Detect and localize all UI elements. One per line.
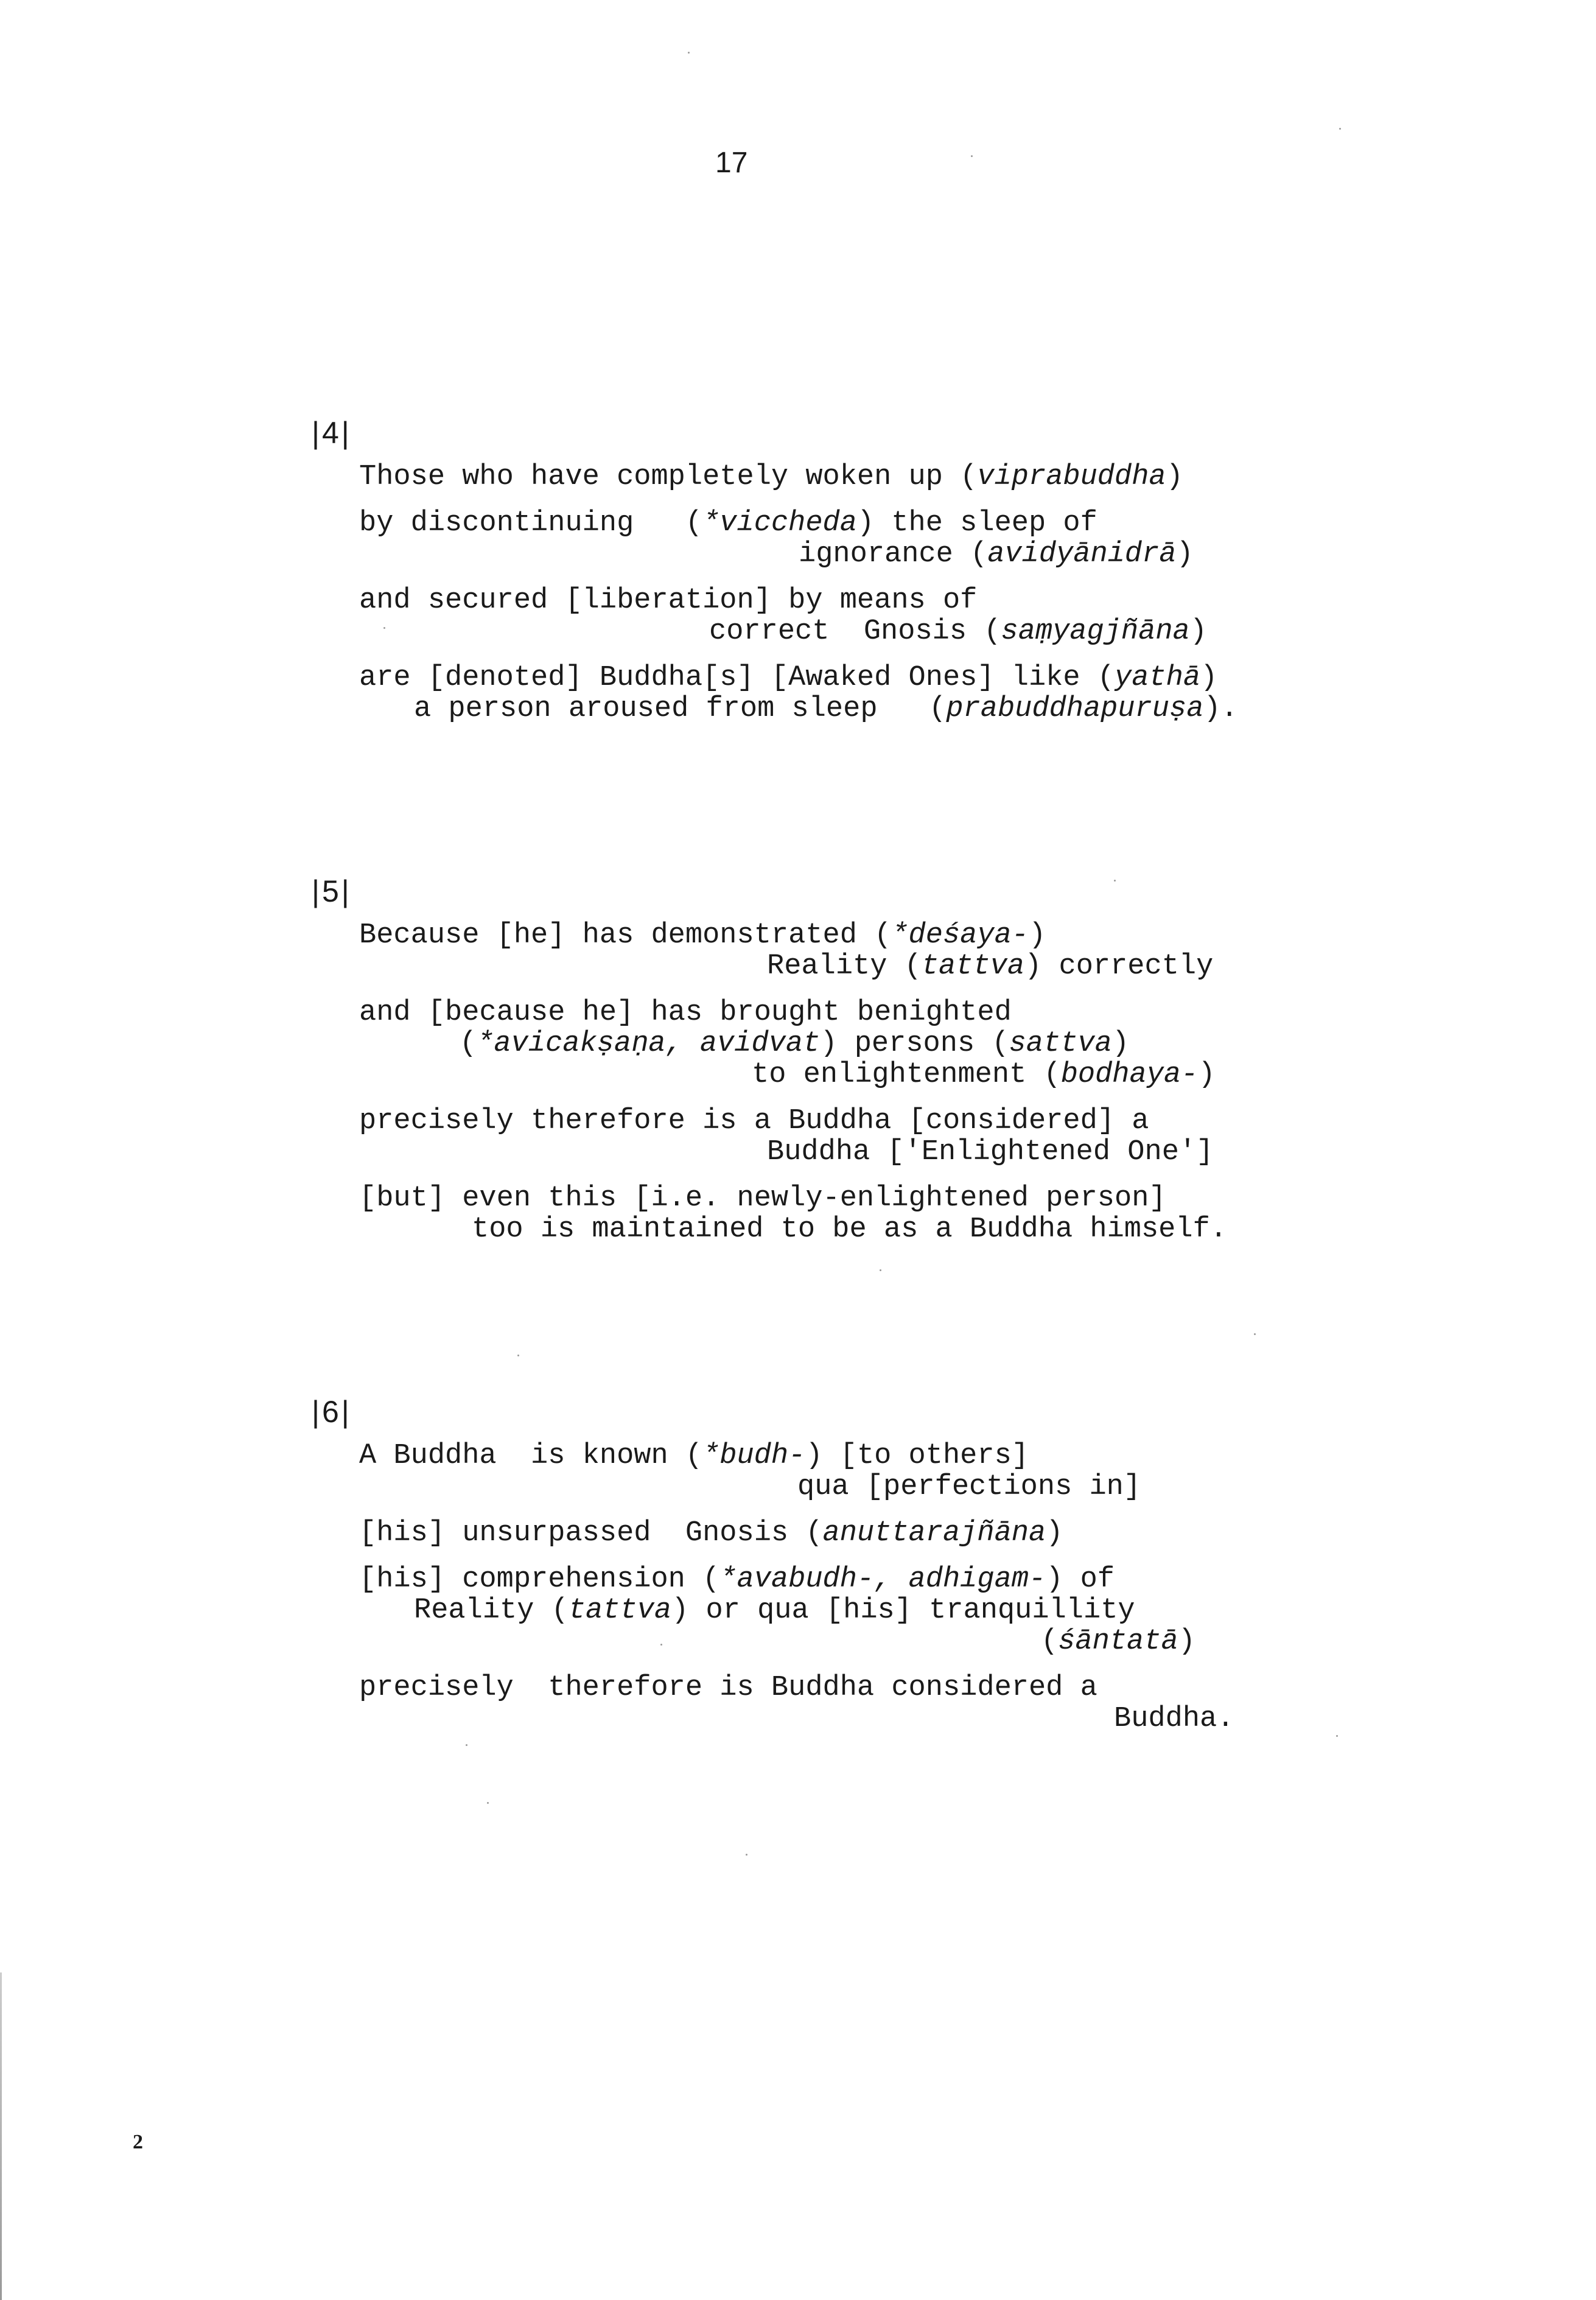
verse-line: precisely therefore is Buddha considered a [359,1672,1097,1704]
verse-line: are [denoted] Buddha[s] [Awaked Ones] like (yathā) [359,662,1218,694]
verse-line: Because [he] has demonstrated (*deśaya-) [359,919,1046,952]
footer-number: 2 [133,2131,143,2153]
scan-speck [1336,1735,1338,1737]
verse-line: Reality (tattva) correctly [767,950,1214,983]
scan-speck [660,1644,662,1646]
verse-line: too is maintained to be as a Buddha himself. [472,1213,1228,1246]
scan-speck [971,155,973,157]
scan-speck [1114,880,1116,882]
verse-line: a person aroused from sleep (prabuddhapuruṣa). [414,693,1238,725]
scan-edge [0,1972,2,2300]
scan-speck [746,1854,747,1856]
verse-line: by discontinuing (*viccheda) the sleep of [359,507,1097,539]
verse-line: qua [perfections in] [797,1471,1141,1503]
scan-speck [517,1355,519,1356]
verse-line: A Buddha is known (*budh-) [to others] [359,1440,1029,1472]
verse-line: to enlightenment (bodhaya-) [752,1059,1216,1091]
verse-line: [his] unsurpassed Gnosis (anuttarajñāna) [359,1517,1063,1549]
verse-line: and [because he] has brought benighted [359,997,1012,1029]
scan-speck [466,1744,467,1746]
scan-speck [383,627,385,629]
verse-line: (*avicakṣaṇa, avidvat) persons (sattva) [460,1028,1130,1060]
verse-line: and secured [liberation] by means of [359,584,978,617]
verse-line: Buddha ['Enlightened One'] [767,1136,1214,1168]
verse-line: [his] comprehension (*avabudh-, adhigam-) of [359,1563,1115,1596]
stanza-number: |6| [312,1395,352,1429]
verse-line: Those who have completely woken up (viprabuddha) [359,461,1183,493]
scan-speck [880,1269,881,1271]
verse-line: [but] even this [i.e. newly-enlightened person] [359,1182,1166,1215]
stanza-number: |5| [312,874,352,908]
scan-speck [1339,128,1341,130]
verse-line: (śāntatā) [1041,1625,1195,1658]
verse-line: Buddha. [1114,1703,1234,1735]
verse-line: Reality (tattva) or qua [his] tranquillity [414,1594,1135,1627]
scan-speck [688,52,690,54]
scan-speck [487,1802,489,1804]
verse-line: ignorance (avidyānidrā) [799,538,1194,570]
stanza-number: |4| [312,416,352,450]
verse-line: precisely therefore is a Buddha [considered] a [359,1105,1149,1137]
scan-speck [1254,1333,1256,1335]
page-number: 17 [715,147,748,179]
verse-line: correct Gnosis (saṃyagjñāna) [709,615,1207,648]
